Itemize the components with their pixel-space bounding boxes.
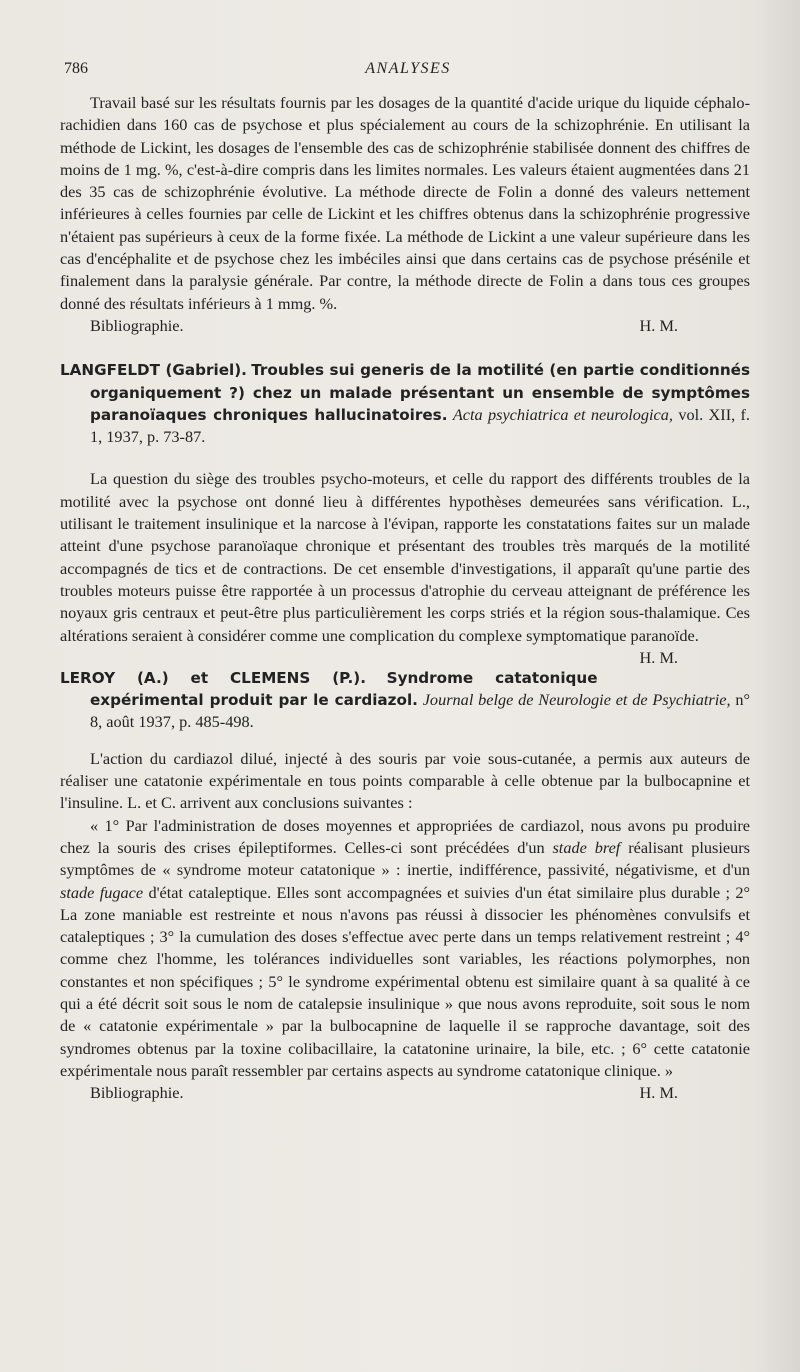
entry3-title: Syndrome catatonique expérimental produit par le cardiazol. [90,668,598,710]
entry3-initials: H. M. [639,1083,678,1103]
entry2-authors: LANGFELDT (Gabriel). [60,361,247,380]
review1-initials: H. M. [639,315,678,335]
quote-emphasis-stade-bref: stade bref [552,837,621,857]
entry3-bibliography: Bibliographie. [90,1083,184,1103]
review1-text: Travail basé sur les résultats fournis par les dosages de la quantité d'acide urique du liquide céphalo-rachidien dans 160 cas de psychose et plus spécialement au cours de la schizophrénie. En utilisant la méthode de Lickint, les dosages de l'ensemble des cas de schizophrénie stabilisée donnent des chiffres de moins de 1 mg. %, c'est-à-dire compris dans les limites normales. Les valeurs étaient augmentées dans 21 des 35 cas de schizophrénie évolutive. La méthode directe de Folin a donné des valeurs nettement inférieures à celles fournies par celle de Lickint et les chiffres obtenus dans la schizophrénie progressive n'étaient pas supérieurs à ceux de la forme fixée. La méthode de Lickint a une valeur supérieure dans les cas d'encéphalite et de psychose chez les imbéciles ainsi que dans certains cas de psychose présénile et finalement dans la paralysie générale. Par contre, la méthode directe de Folin a dans tous ces groupes donné des résultats inférieurs à 1 mmg. %. [60,93,750,313]
entry3-ref: n° 8, août 1937, p. 485-498. [90,690,750,732]
entry2-text: La question du siège des troubles psycho-moteurs, et celle du rapport des différents troubles de la motilité avec la psychose ont donné lieu à différentes hypothèses demeurées sans vérification. L., utilisant le traitement insulinique et la narcose à l'évipan, rapporte les constatations faites sur un malade atteint d'une psychose paranoïaque chronique et présentant des troubles très marqués de la motilité accompagnés de tics et de contractions. De cet ensemble d'investigations, il apparaît qu'une partie des troubles moteurs puisse être rapportée à un processus d'atrophie du cerveau atteignant de préférence les noyaux gris centraux et peut-être plus particulièrement les corps striés et la région sous-thalamique. Ces altérations seraient à considérer comme une complication du complexe symptomatique paranoïde. [60,469,750,645]
entry3-para1: L'action du cardiazol dilué, injecté à des souris par voie sous-cutanée, a permis aux auteurs de réaliser une catatonie expérimentale en tous points comparable à celle obtenue par la bulbocapnine et l'insuline. L. et C. arrivent aux conclusions suivantes : [60,748,750,813]
page-content [60,92,750,1104]
quote-part-b: réalisant plusieurs symptômes de « syndrome moteur catatonique » : inertie, indifférence, passivité, négativisme, et d'un [60,837,750,880]
quote-emphasis-stade-fugace: stade fugace [60,882,144,902]
entry3-quote [60,815,750,1083]
entry3-heading [60,667,750,734]
entry3-journal: Journal belge de Neurologie et de Psychiatrie, [422,690,731,710]
entry2-title: Troubles sui generis de la motilité (en partie conditionnés organiquement ?) chez un malade présentant un ensemble de symptômes paranoïaques chroniques hallucinatoires. [90,361,750,424]
running-header [64,60,752,82]
entry2-initials: H. M. [639,647,678,667]
entry2-journal: Acta psychiatrica et neurologica, [452,404,673,424]
page-number: 786 [64,60,88,77]
review1-bibliography: Bibliographie. [90,315,184,335]
entry2-heading [60,359,750,448]
quote-part-a: « 1° Par l'administration de doses moyennes et appropriées de cardiazol, nous avons pu produire chez la souris des crises épileptiformes. Celles-ci sont précédées d'un [60,815,750,857]
entry2-body [60,468,750,667]
entry2-ref: vol. XII, f. 1, 1937, p. 73-87. [90,404,751,447]
entry3-signature-line [60,1082,750,1104]
entry3-authors: LEROY (A.) et CLEMENS (P.). [60,668,366,687]
running-title: ANALYSES [365,60,451,77]
quote-part-c: d'état cataleptique. Elles sont accompagnées et suivies d'un état similaire plus durable ; 2° La zone maniable est restreinte et nous n'avons pas réussi à dissocier les phénomènes convulsifs et cataleptiques ; 3° la cumulation des doses s'effectue avec perte dans un temps relativement restreint ; 4° comme chez l'homme, les tolérances individuelles sont variables, les réactions polymorphes, non constantes et non spécifiques ; 5° le syndrome expérimental obtenu est similaire quant à sa qualité à ce qui a été décrit soit sous le nom de catalepsie insulinique » que nous avons reproduite, soit sous le nom de « catatonie expérimentale » par la bulbocapnine de laquelle il se rapproche davantage, soit des syndromes obtenus par la toxine colibacillaire, la catatonine urinaire, la bile, etc. ; 6° cette catatonie expérimentale nous paraît ressembler par certains aspects au syndrome catatonique clinique. » [60,882,750,1080]
review1-signature-line [60,315,750,337]
